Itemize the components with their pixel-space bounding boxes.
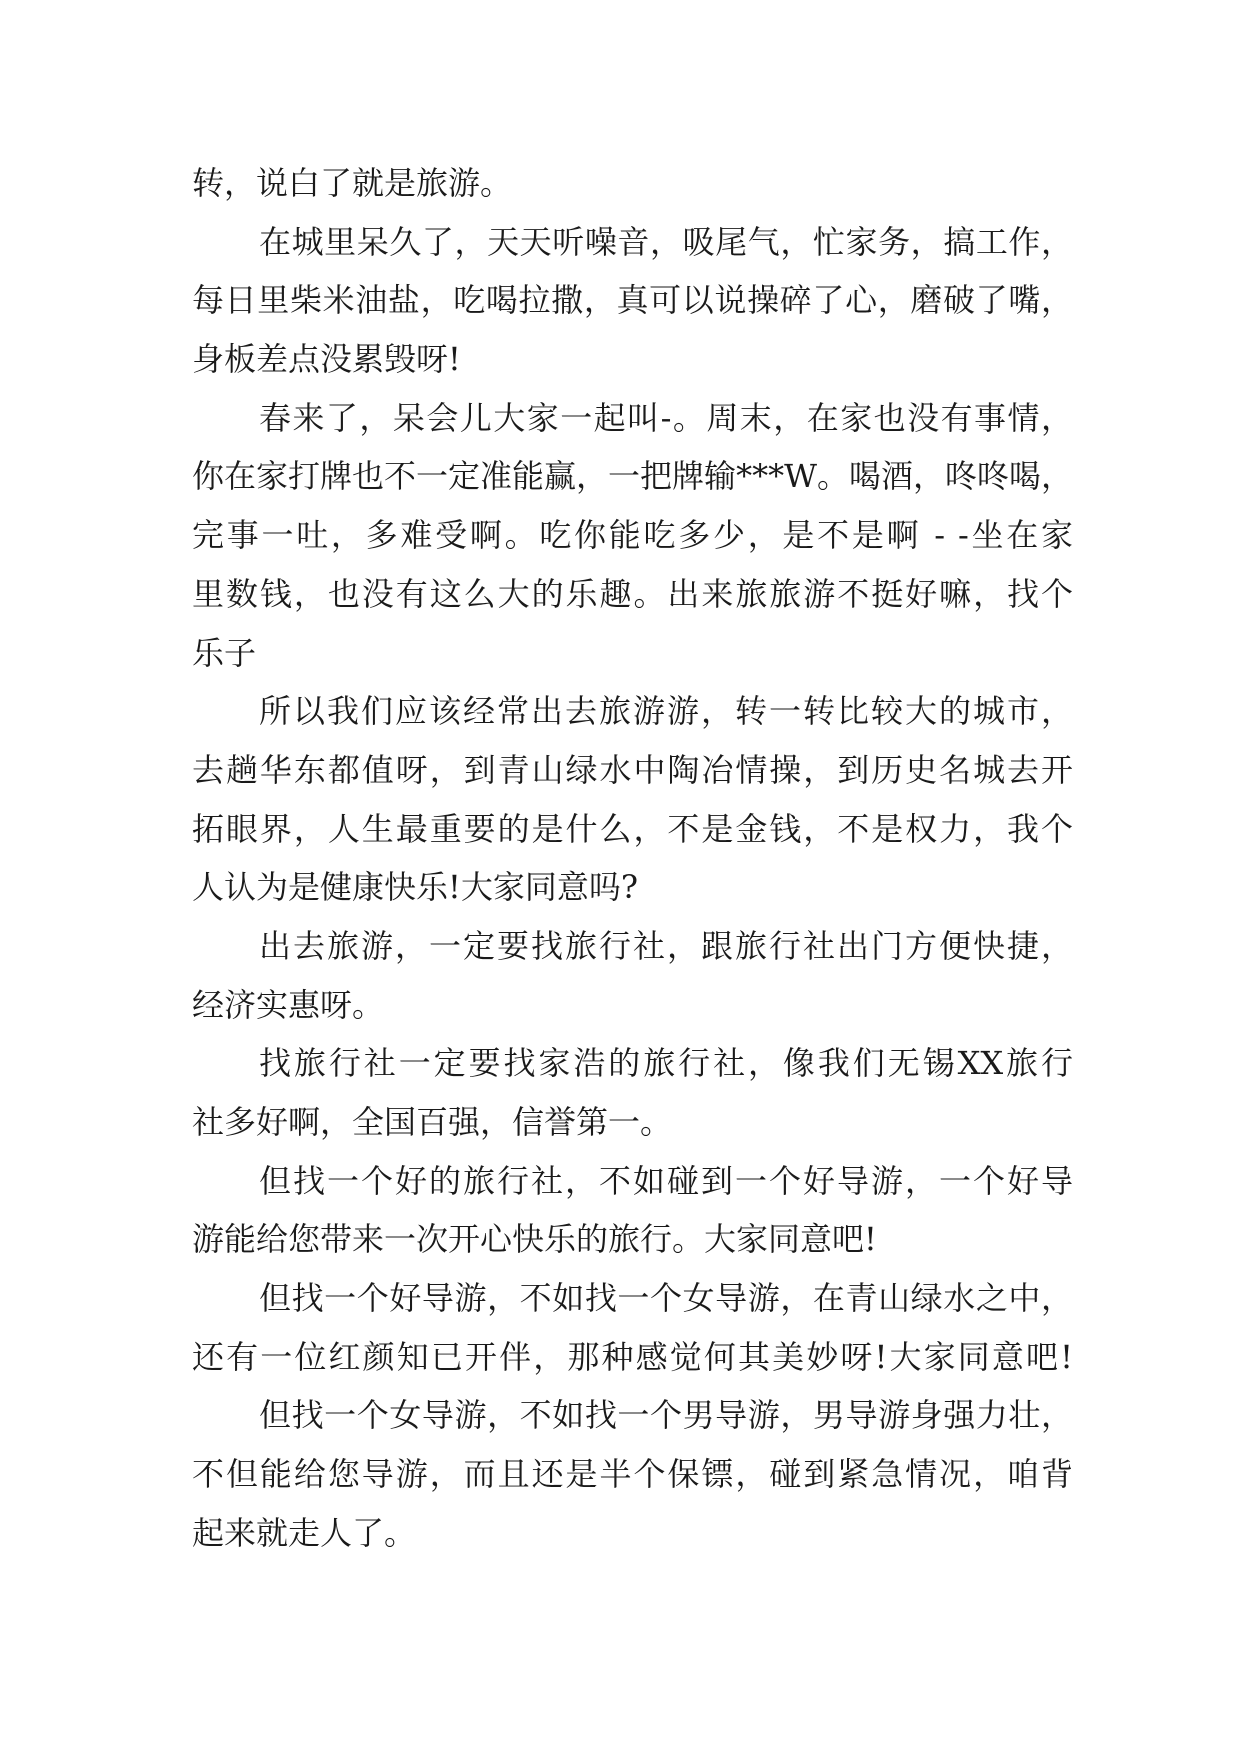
paragraph-line: 不但能给您导游，而且还是半个保镖，碰到紧急情况，咱背 bbox=[192, 1455, 1073, 1494]
paragraph-line: 在城里呆久了，天天听噪音，吸尾气，忙家务，搞工作， bbox=[259, 222, 1073, 261]
paragraph-line: 你在家打牌也不一定准能赢，一把牌输***W。喝酒，咚咚喝， bbox=[192, 457, 1073, 496]
paragraph-line: 但找一个女导游，不如找一个男导游，男导游身强力壮， bbox=[259, 1396, 1073, 1435]
paragraph-line: 经济实惠呀。 bbox=[192, 985, 385, 1024]
paragraph-line: 游能给您带来一次开心快乐的旅行。大家同意吧! bbox=[192, 1220, 877, 1259]
paragraph-line: 社多好啊，全国百强，信誉第一。 bbox=[192, 1103, 673, 1141]
paragraph-line: 拓眼界，人生最重要的是什么，不是金钱，不是权力，我个 bbox=[192, 809, 1073, 848]
paragraph-line: 每日里柴米油盐，吃喝拉撒，真可以说操碎了心，磨破了嘴， bbox=[192, 281, 1073, 320]
paragraph-line: 春来了，呆会儿大家一起叫-。周末，在家也没有事情， bbox=[259, 398, 1073, 437]
paragraph-line: 还有一位红颜知已开伴，那种感觉何其美妙呀!大家同意吧! bbox=[192, 1337, 1073, 1376]
document-body bbox=[192, 154, 1073, 1563]
paragraph-line: 起来就走人了。 bbox=[192, 1513, 417, 1552]
paragraph-line: 转，说白了就是旅游。 bbox=[192, 164, 513, 202]
paragraph-line: 乐子 bbox=[192, 633, 257, 672]
paragraph-line: 完事一吐，多难受啊。吃你能吃多少，是不是啊 - -坐在家 bbox=[192, 516, 1073, 555]
paragraph-line: 所以我们应该经常出去旅游游，转一转比较大的城市， bbox=[259, 692, 1073, 731]
paragraph-line: 出去旅游，一定要找旅行社，跟旅行社出门方便快捷， bbox=[259, 926, 1073, 965]
paragraph-line: 去趟华东都值呀，到青山绿水中陶冶情操，到历史名城去开 bbox=[192, 750, 1073, 789]
paragraph-line: 但找一个好导游，不如找一个女导游，在青山绿水之中， bbox=[259, 1279, 1073, 1318]
paragraph-line: 但找一个好的旅行社，不如碰到一个好导游，一个好导 bbox=[259, 1161, 1073, 1200]
paragraph-line: 找旅行社一定要找家浩的旅行社，像我们无锡XX旅行 bbox=[259, 1044, 1073, 1083]
paragraph-line: 人认为是健康快乐!大家同意吗? bbox=[192, 868, 639, 907]
paragraph-line: 身板差点没累毁呀! bbox=[192, 340, 461, 379]
paragraph-line: 里数钱，也没有这么大的乐趣。出来旅旅游不挺好嘛，找个 bbox=[192, 574, 1073, 613]
